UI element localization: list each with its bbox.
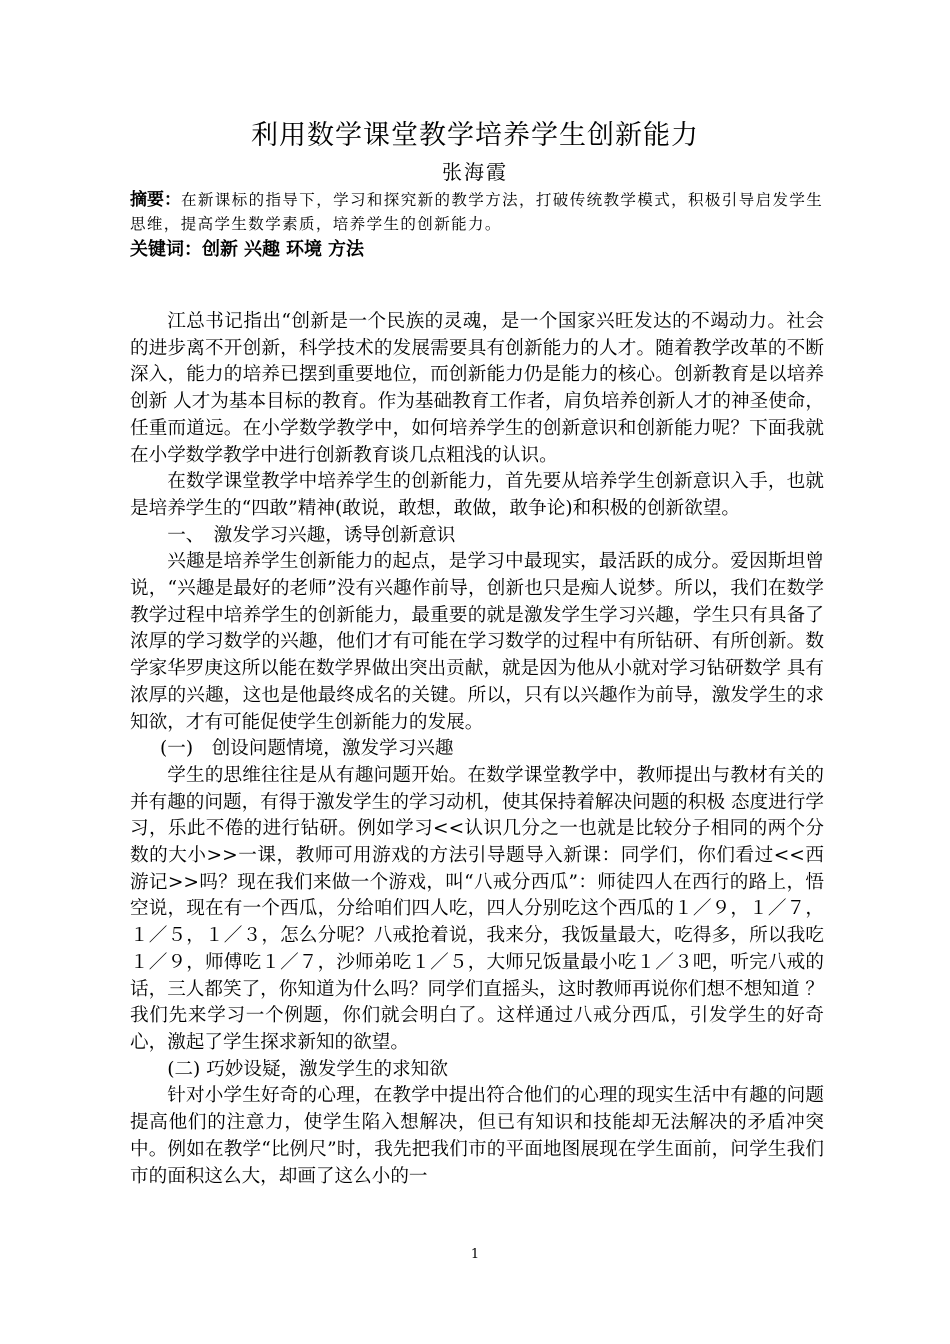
paragraph: 江总书记指出“创新是一个民族的灵魂，是一个国家兴旺发达的不竭动力。社会的进步离不开创新，科学技术的发展需要具有创新能力的人才。随着教学改革的不断深入，能力的培养已摆到重要地位，而创新能力仍是能力的核心。创新教育是以培养创新 人才为基本目标的教育。作为基础教育工作者，肩负培养创新人才的神圣使命，任重而道远。在小学数学教学中，如何培养学生的创新意识和创新能力呢？下面我就在小学数学教学中进行创新教育谈几点粗浅的认识。 — [130, 311, 824, 466]
page-number: 1 — [470, 1247, 480, 1262]
author-name: 张海霞 — [442, 160, 508, 184]
keyword: 方法 — [328, 239, 364, 260]
paragraph: 学生的思维往往是从有趣问题开始。在数学课堂教学中，教师提出与教材有关的并有趣的问题，有得于激发学生的学习动机，使其保持着解决问题的积极 态度进行学习，乐此不倦的进行钻研。例如学习<<认识几分之一也就是比较分子相同的两个分数的大小>>一课，教师可用游戏的方法引导题导入新课：同学们，你们看过<<西游记>>吗？现在我们来做一个游戏，叫“八戒分西瓜”：师徒四人在西行的路上，悟空说，现在有一个西瓜，分给咱们四人吃，四人分别吃这个西瓜的１／９，１／７，１／５，１／３，怎么分呢？八戒抢着说，我来分，我饭量最大，吃得多，所以我吃１／９，师傅吃１／７，沙师弟吃１／５，大师兄饭量最小吃１／３吧，听完八戒的话，三人都笑了，你知道为什么吗？同学们直摇头，这时教师再说你们想不想知道 ？我们先来学习一个例题，你们就会明白了。这样通过八戒分西瓜，引发学生的好奇心，激起了学生探求新知的欲望。 — [130, 764, 824, 1053]
keyword: 创新 — [202, 239, 238, 260]
keywords-label: 关键词： — [130, 239, 202, 260]
paragraph: 兴趣是培养学生创新能力的起点，是学习中最现实，最活跃的成分。爱因斯坦曾说，“兴趣是最好的老师”没有兴趣作前导，创新也只是痴人说梦。所以，我们在数学教学过程中培养学生的创新能力，最重要的就是激发学生学习兴趣，学生只有具备了浓厚的学习数学的兴趣，他们才有可能在学习数学的过程中有所钻研、有所创新。数学家华罗庚这所以能在数学界做出突出贡献，就是因为他从小就对学习钻研数学 具有浓厚的兴趣，这也是他最终成名的关键。所以，只有以兴趣作为前导，激发学生的求知欲，才有可能促使学生创新能力的发展。 — [130, 551, 824, 733]
document-title: 利用数学课堂教学培养学生创新能力 — [251, 120, 699, 151]
abstract-label: 摘要： — [130, 190, 181, 210]
keyword: 兴趣 — [244, 239, 280, 260]
keyword: 环境 — [286, 239, 322, 260]
abstract — [130, 188, 824, 236]
body-text — [130, 309, 824, 1190]
subsection-heading: (二) 巧妙设疑，激发学生的求知欲 — [167, 1058, 448, 1080]
subsection-heading: (一) 创设问题情境，激发学习兴趣 — [160, 738, 454, 760]
section-heading: 一、 激发学习兴趣，诱导创新意识 — [167, 524, 456, 546]
paragraph: 在数学课堂教学中培养学生的创新能力，首先要从培养学生创新意识入手，也就是培养学生的“四敢”精神(敢说，敢想，敢做，敢争论)和积极的创新欲望。 — [130, 471, 824, 519]
paragraph: 针对小学生好奇的心理，在教学中提出符合他们的心理的现实生活中有趣的问题提高他们的注意力，使学生陷入想解决，但已有知识和技能却无法解决的矛盾冲突中。例如在教学“比例尺”时，我先把我们市的平面地图展现在学生面前，问学生我们市的面积这么大，却画了这么小的一 — [130, 1085, 824, 1187]
abstract-text: 在新课标的指导下，学习和探究新的教学方法，打破传统教学模式，积极引导启发学生思维，提高学生数学素质，培养学生的创新能力。 — [130, 191, 824, 233]
keywords — [130, 236, 824, 264]
